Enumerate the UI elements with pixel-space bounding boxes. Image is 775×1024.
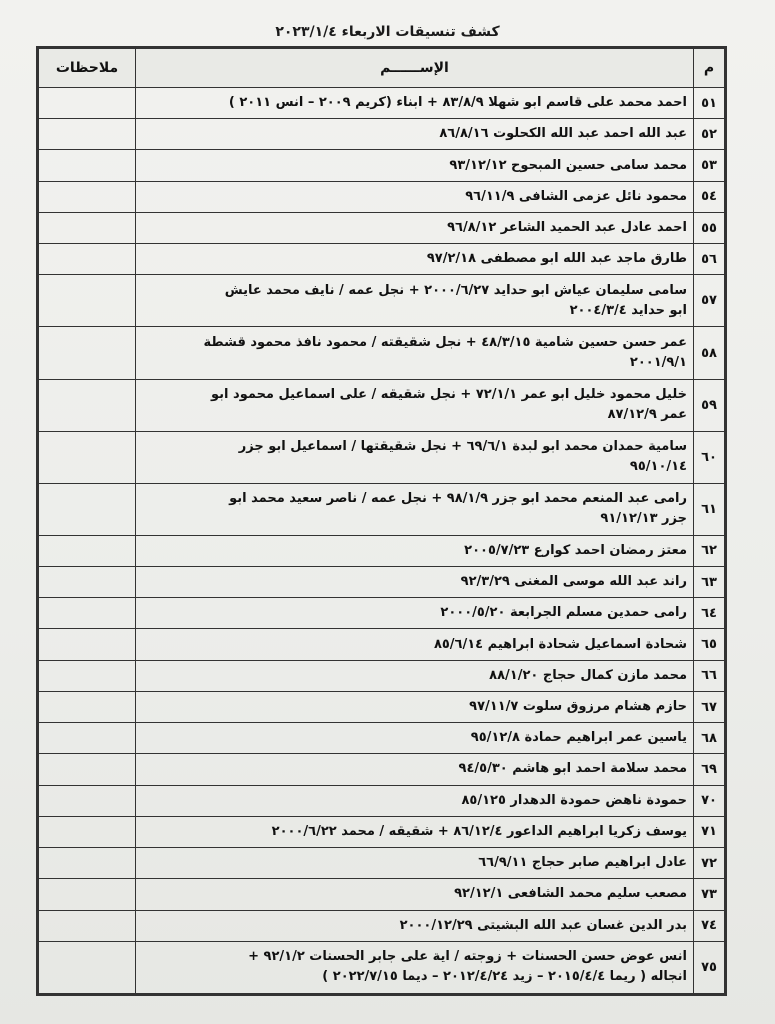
table-row xyxy=(39,150,725,181)
row-notes xyxy=(39,244,136,275)
row-number: ٧٢ xyxy=(694,848,725,879)
row-notes xyxy=(39,119,136,150)
row-name: خليل محمود خليل ابو عمر ٧٢/١/١ + نجل شقيقه / على اسماعيل محمود ابو عمر ٨٧/١٢/٩ xyxy=(136,379,694,431)
row-notes xyxy=(39,327,136,379)
row-name: رامى عبد المنعم محمد ابو جزر ٩٨/١/٩ + نجل عمه / ناصر سعيد محمد ابو جزر ٩١/١٢/١٣ xyxy=(136,483,694,535)
row-name: سامى سليمان عياش ابو حدايد ٢٠٠٠/٦/٢٧ + نجل عمه / نايف محمد عايش ابو حدايد ٢٠٠٤/٣/٤ xyxy=(136,275,694,327)
table-row xyxy=(39,660,725,691)
names-table-frame xyxy=(36,46,727,996)
table-row xyxy=(39,431,725,483)
header-name: الإســــــم xyxy=(136,49,694,88)
table-row xyxy=(39,379,725,431)
row-name: عبد الله احمد عبد الله الكحلوت ٨٦/٨/١٦ xyxy=(136,119,694,150)
header-number: م xyxy=(694,49,725,88)
row-number: ٥٧ xyxy=(694,275,725,327)
row-number: ٧٠ xyxy=(694,785,725,816)
row-notes xyxy=(39,660,136,691)
table-row xyxy=(39,181,725,212)
row-name: رامى حمدين مسلم الجرابعة ٢٠٠٠/٥/٢٠ xyxy=(136,598,694,629)
row-number: ٦٠ xyxy=(694,431,725,483)
row-notes xyxy=(39,910,136,941)
table-row xyxy=(39,910,725,941)
row-name: ياسين عمر ابراهيم حمادة ٩٥/١٢/٨ xyxy=(136,723,694,754)
row-number: ٥٥ xyxy=(694,212,725,243)
table-row xyxy=(39,598,725,629)
row-notes xyxy=(39,785,136,816)
table-row xyxy=(39,816,725,847)
row-number: ٥٨ xyxy=(694,327,725,379)
table-row xyxy=(39,691,725,722)
row-number: ٦١ xyxy=(694,483,725,535)
row-number: ٦٣ xyxy=(694,566,725,597)
row-notes xyxy=(39,431,136,483)
table-row xyxy=(39,244,725,275)
table-row xyxy=(39,119,725,150)
row-name: حمودة ناهض حمودة الدهدار ٨٥/١٢٥ xyxy=(136,785,694,816)
row-name: بدر الدين غسان عبد الله البشيتى ٢٠٠٠/١٢/٢٩ xyxy=(136,910,694,941)
row-name: سامية حمدان محمد ابو لبدة ٦٩/٦/١ + نجل شقيقتها / اسماعيل ابو جزر ٩٥/١٠/١٤ xyxy=(136,431,694,483)
row-number: ٦٦ xyxy=(694,660,725,691)
row-notes xyxy=(39,566,136,597)
table-row xyxy=(39,848,725,879)
row-number: ٦٢ xyxy=(694,535,725,566)
row-number: ٦٩ xyxy=(694,754,725,785)
document-title: كشف تنسيقات الاربعاء ٢٠٢٣/١/٤ xyxy=(275,24,500,40)
row-name: عمر حسن حسين شامية ٤٨/٣/١٥ + نجل شقيقته / محمود نافذ محمود قشطة ٢٠٠١/٩/١ xyxy=(136,327,694,379)
row-notes xyxy=(39,379,136,431)
row-number: ٧٣ xyxy=(694,879,725,910)
row-name: مصعب سليم محمد الشافعى ٩٢/١٢/١ xyxy=(136,879,694,910)
row-number: ٧٥ xyxy=(694,941,725,993)
row-number: ٦٥ xyxy=(694,629,725,660)
header-row xyxy=(39,49,725,88)
row-name: احمد محمد على قاسم ابو شهلا ٨٣/٨/٩ + ابناء (كريم ٢٠٠٩ – انس ٢٠١١ ) xyxy=(136,88,694,119)
row-notes xyxy=(39,816,136,847)
row-number: ٥٣ xyxy=(694,150,725,181)
row-notes xyxy=(39,629,136,660)
row-name: محمود نائل عزمى الشافى ٩٦/١١/٩ xyxy=(136,181,694,212)
row-number: ٧٤ xyxy=(694,910,725,941)
table-row xyxy=(39,483,725,535)
row-name: يوسف زكريا ابراهيم الداعور ٨٦/١٢/٤ + شقيقه / محمد ٢٠٠٠/٦/٢٢ xyxy=(136,816,694,847)
table-row xyxy=(39,879,725,910)
row-name: عادل ابراهيم صابر حجاج ٦٦/٩/١١ xyxy=(136,848,694,879)
row-name: محمد سامى حسين المبحوح ٩٣/١٢/١٢ xyxy=(136,150,694,181)
row-name: محمد سلامة احمد ابو هاشم ٩٤/٥/٣٠ xyxy=(136,754,694,785)
table-row xyxy=(39,566,725,597)
table-row xyxy=(39,723,725,754)
row-notes xyxy=(39,275,136,327)
row-notes xyxy=(39,535,136,566)
table-row xyxy=(39,327,725,379)
row-number: ٦٧ xyxy=(694,691,725,722)
row-name: انس عوض حسن الحسنات + زوجته / اية على جابر الحسنات ٩٢/١/٢ + انجاله ( ريما ٢٠١٥/٤/٤ – زيد ٢٠١٢/٤/٢٤ – ديما ٢٠٢٢/٧/١٥ ) xyxy=(136,941,694,993)
row-notes xyxy=(39,848,136,879)
table-row xyxy=(39,629,725,660)
table-body xyxy=(39,88,725,994)
table-row xyxy=(39,941,725,993)
row-notes xyxy=(39,598,136,629)
row-notes xyxy=(39,879,136,910)
row-number: ٥٢ xyxy=(694,119,725,150)
table-row xyxy=(39,535,725,566)
table-row xyxy=(39,88,725,119)
row-name: راند عبد الله موسى المغنى ٩٢/٣/٢٩ xyxy=(136,566,694,597)
row-number: ٦٤ xyxy=(694,598,725,629)
row-name: محمد مازن كمال حجاج ٨٨/١/٢٠ xyxy=(136,660,694,691)
row-name: معتز رمضان احمد كوارع ٢٠٠٥/٧/٢٣ xyxy=(136,535,694,566)
row-notes xyxy=(39,181,136,212)
row-number: ٥٦ xyxy=(694,244,725,275)
row-notes xyxy=(39,691,136,722)
row-notes xyxy=(39,483,136,535)
table-row xyxy=(39,212,725,243)
header-notes: ملاحظات xyxy=(39,49,136,88)
row-notes xyxy=(39,212,136,243)
row-notes xyxy=(39,754,136,785)
row-name: شحادة اسماعيل شحادة ابراهيم ٨٥/٦/١٤ xyxy=(136,629,694,660)
table-row xyxy=(39,754,725,785)
table-row xyxy=(39,275,725,327)
table-row xyxy=(39,785,725,816)
row-notes xyxy=(39,723,136,754)
row-number: ٧١ xyxy=(694,816,725,847)
row-name: طارق ماجد عبد الله ابو مصطفى ٩٧/٢/١٨ xyxy=(136,244,694,275)
row-notes xyxy=(39,941,136,993)
row-number: ٥١ xyxy=(694,88,725,119)
row-number: ٥٤ xyxy=(694,181,725,212)
row-notes xyxy=(39,150,136,181)
row-notes xyxy=(39,88,136,119)
row-number: ٦٨ xyxy=(694,723,725,754)
row-name: احمد عادل عبد الحميد الشاعر ٩٦/٨/١٢ xyxy=(136,212,694,243)
row-number: ٥٩ xyxy=(694,379,725,431)
names-table xyxy=(38,48,725,994)
row-name: حازم هشام مرزوق سلوت ٩٧/١١/٧ xyxy=(136,691,694,722)
